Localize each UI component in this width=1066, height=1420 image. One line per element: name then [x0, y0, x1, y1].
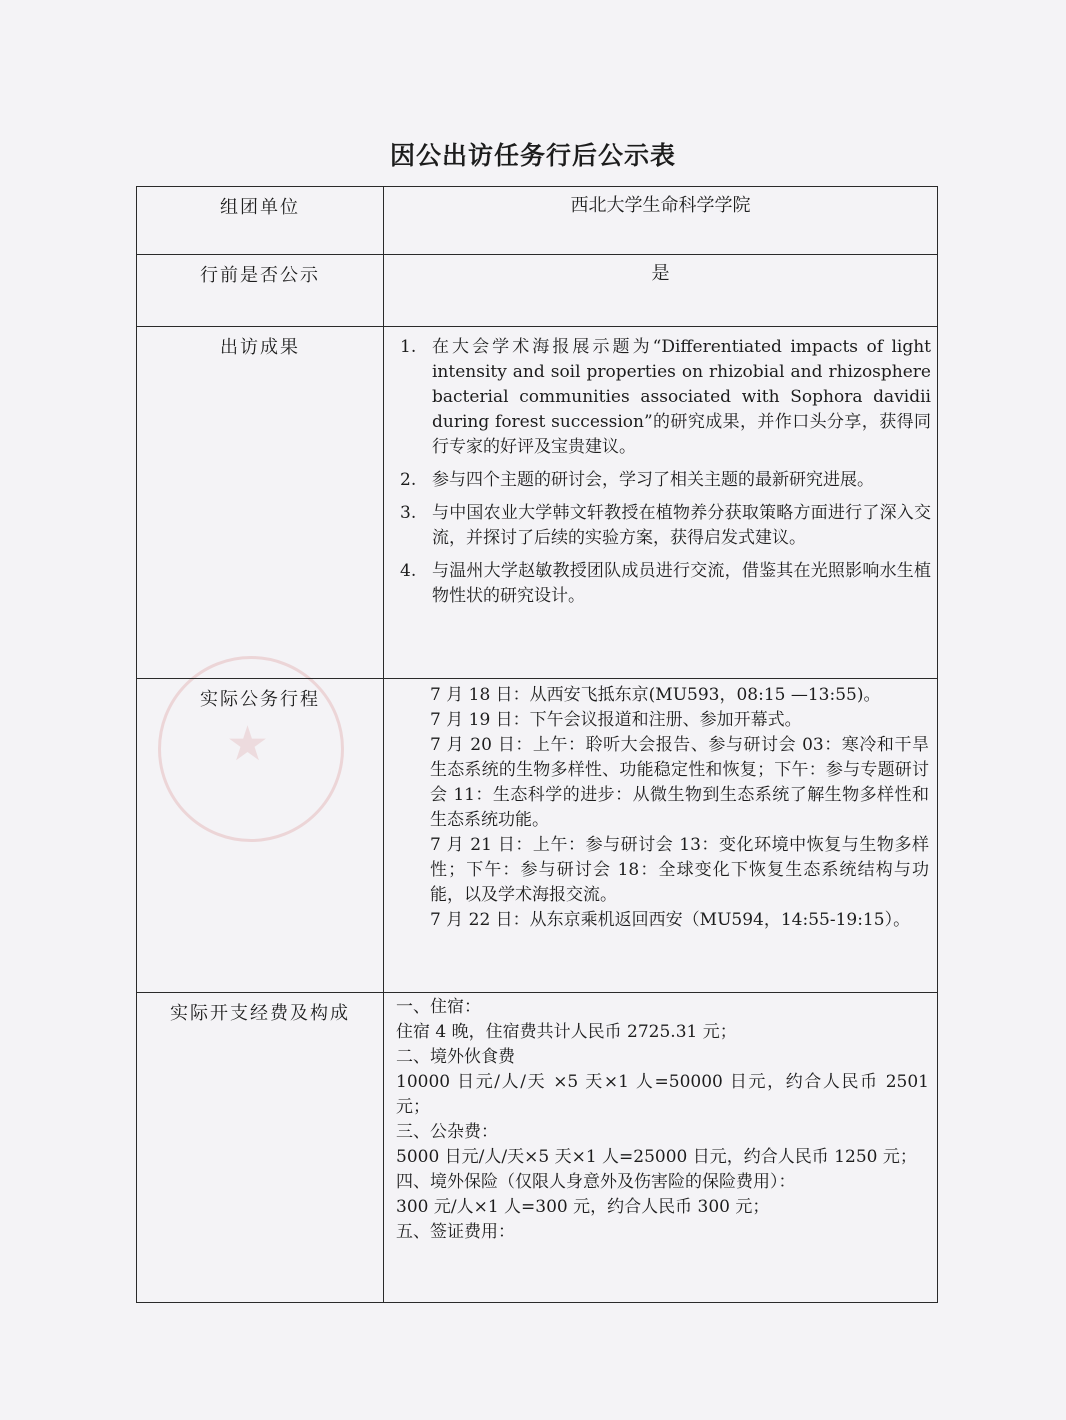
itinerary-text: [384, 679, 937, 937]
expense-line: 二、境外伙食费: [396, 1047, 515, 1067]
itinerary-line: 7 月 19 日：下午会议报道和注册、参加开幕式。: [430, 710, 802, 730]
pre-publicity-value: 是: [651, 263, 670, 284]
expenses-text: [384, 993, 937, 1249]
itinerary-line: 7 月 20 日：上午：聆听大会报告、参与研讨会 03：寒冷和干旱生态系统的生物多样性、功能稳定性和恢复；下午：参与专题研讨会 11：生态科学的进步：从微生物到生态系统了解生物多样性和生态系统功能。: [430, 735, 929, 830]
row-unit: [137, 187, 938, 255]
itinerary-line: 7 月 18 日：从西安飞抵东京(MU593，08:15 —13:55)。: [430, 685, 881, 705]
row-itinerary: [137, 679, 938, 993]
list-item: 2. 参与四个主题的研讨会，学习了相关主题的最新研究进展。: [400, 470, 874, 490]
expense-line: 三、公杂费：: [396, 1122, 498, 1142]
itinerary-line: 7 月 21 日：上午：参与研讨会 13：变化环境中恢复与生物多样性；下午：参与研讨会 18：全球变化下恢复生态系统结构与功能，以及学术海报交流。: [430, 835, 929, 905]
seal-star-icon: ★: [226, 716, 270, 772]
itinerary-label: 实际公务行程: [137, 679, 384, 993]
row-pre-publicity: [137, 255, 938, 327]
publicity-form-table: [136, 186, 938, 1303]
results-list: [384, 327, 937, 623]
list-item: 3. 与中国农业大学韩文轩教授在植物养分获取策略方面进行了深入交流，并探讨了后续的实验方案，获得启发式建议。: [400, 503, 931, 548]
expense-line: 5000 日元/人/天×5 天×1 人=25000 日元，约合人民币 1250 元；: [396, 1147, 917, 1167]
expense-line: 住宿 4 晚，住宿费共计人民币 2725.31 元；: [396, 1022, 737, 1042]
expense-line: 300 元/人×1 人=300 元，约合人民币 300 元；: [396, 1197, 770, 1217]
row-expenses: [137, 993, 938, 1303]
row-results: [137, 327, 938, 679]
expense-line: 四、境外保险（仅限人身意外及伤害险的保险费用）：: [396, 1172, 796, 1192]
expense-line: 一、住宿：: [396, 997, 481, 1017]
page-title: 因公出访任务行后公示表: [389, 141, 676, 170]
pre-publicity-label: 行前是否公示: [137, 255, 384, 327]
itinerary-line: 7 月 22 日：从东京乘机返回西安（MU594，14:55-19:15）。: [430, 910, 911, 930]
unit-label: 组团单位: [137, 187, 384, 255]
expenses-label: 实际开支经费及构成: [137, 993, 384, 1303]
expense-line: 10000 日元/人/天 ×5 天×1 人=50000 日元，约合人民币 2501 元；: [396, 1072, 929, 1117]
unit-value: 西北大学生命科学学院: [570, 195, 751, 216]
expense-line: 五、签证费用：: [396, 1222, 515, 1242]
results-label: 出访成果: [137, 327, 384, 679]
list-item: 4. 与温州大学赵敏教授团队成员进行交流，借鉴其在光照影响水生植物性状的研究设计。: [400, 561, 931, 606]
list-item: 1. 在大会学术海报展示题为“Differentiated impacts of light intensity and soil properties on rhizobial and rhizosphere bacterial communities associated with Sophora davidii during forest succession”的研究成果，并作口头分享，获得同行专家的好评及宝贵建议。: [400, 337, 931, 457]
